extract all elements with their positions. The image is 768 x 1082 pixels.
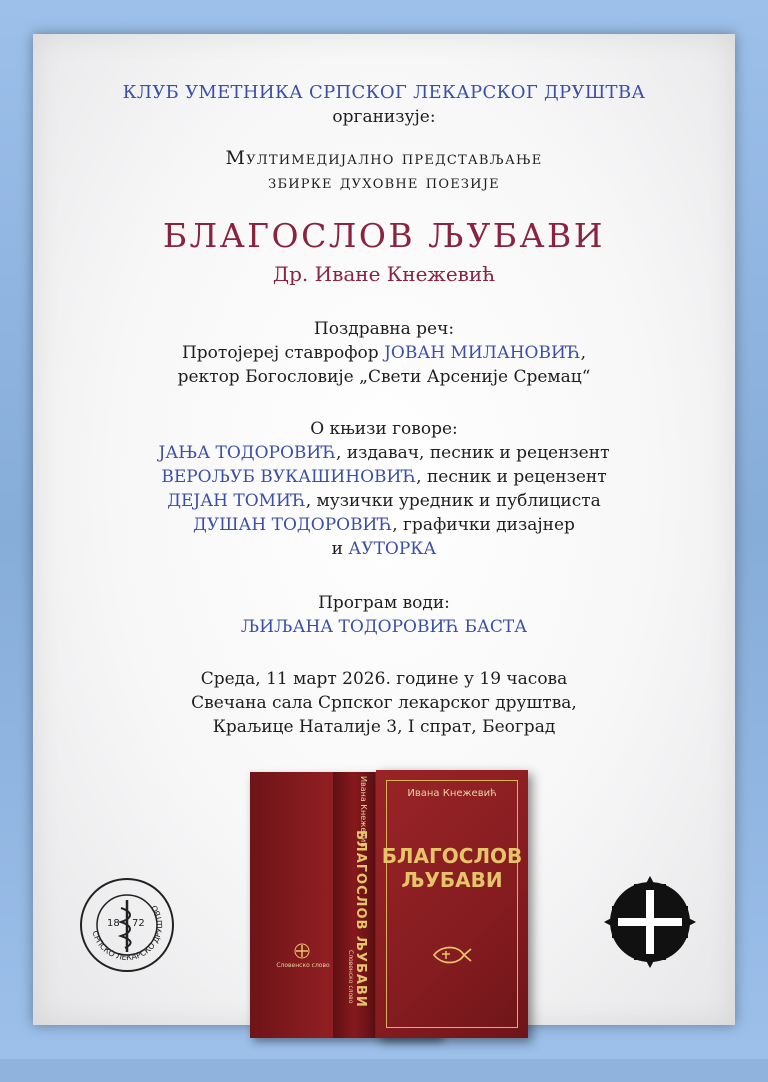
cover-title-line-2: ЉУБАВИ: [401, 868, 503, 892]
speaker-line: [0, 538, 768, 561]
author-name: Др. Иване Кнежевић: [272, 262, 496, 286]
speaker-line: [0, 514, 768, 537]
seal-text: СРПСКО ЛЕКАРСКО ДРУШТВО: [90, 903, 165, 963]
greeting-speaker-name: ЈОВАН МИЛАНОВИЋ: [384, 343, 581, 363]
speaker-name: ДЕЈАН ТОМИЋ: [167, 491, 306, 511]
seal-year-end: 72: [132, 918, 145, 929]
event-address: Краљице Наталије 3, I спрат, Београд: [212, 717, 556, 737]
event-line-2: збирке духовне поезије: [268, 171, 500, 193]
speaker-role: , издавач, песник и рецензент: [336, 443, 610, 463]
greeting-line-2: ректор Богословије „Свети Арсеније Сремац“: [177, 367, 591, 387]
host-name: ЉИЉАНА ТОДОРОВИЋ БАСТА: [240, 617, 528, 637]
greeting-line-1: [0, 342, 768, 365]
spine-author: Ивана Кнежевић: [359, 776, 368, 848]
publisher-name: Словенско слово: [276, 962, 330, 969]
book-title: БЛАГОСЛОВ ЉУБАВИ: [162, 216, 606, 255]
event-line-1: Мултимедијално представљање: [225, 147, 543, 169]
speaker-role: , графички дизајнер: [392, 515, 575, 535]
medical-society-seal-icon: [78, 876, 176, 974]
publisher-cross-icon: [293, 942, 311, 960]
speaker-name: ВЕРОЉУБ ВУКАШИНОВИЋ: [161, 467, 417, 487]
speaker-line: [0, 442, 768, 465]
club-name: КЛУБ УМЕТНИКА СРПСКОГ ЛЕКАРСКОГ ДРУШТВА: [122, 82, 646, 103]
speaker-prefix: и: [331, 539, 349, 559]
cover-author: Ивана Кнежевић: [407, 788, 497, 799]
greeting-heading: Поздравна реч:: [313, 319, 455, 339]
host-heading: Програм води:: [318, 593, 450, 613]
ichthys-fish-icon: [432, 946, 472, 964]
speaker-name: ДУШАН ТОДОРОВИЋ: [193, 515, 393, 535]
cover-title-line-1: БЛАГОСЛОВ: [381, 844, 523, 868]
organizes-text: организује:: [332, 107, 436, 127]
greeting-comma: ,: [580, 343, 587, 363]
event-date: Среда, 11 март 2026. године у 19 часова: [200, 669, 568, 689]
speaker-role: , песник и рецензент: [416, 467, 607, 487]
orthodox-cross-icon: [604, 876, 696, 968]
seal-year-start: 18: [107, 918, 120, 929]
spine-title: БЛАГОСЛОВ ЉУБАВИ: [353, 830, 368, 1008]
event-venue: Свечана сала Српског лекарског друштва,: [191, 693, 577, 713]
speaker-role: , музички уредник и публициста: [305, 491, 601, 511]
speaker-name: ЈАЊА ТОДОРОВИЋ: [158, 443, 337, 463]
book-front-cover: [376, 770, 528, 1038]
spine-publisher: Словенско слово: [347, 950, 354, 1004]
greeting-title: Протојереј ставрофор: [181, 343, 385, 363]
speakers-heading: О књизи говоре:: [310, 419, 458, 439]
speaker-line: [0, 466, 768, 489]
cover-border: [386, 780, 518, 1028]
speaker-line: [0, 490, 768, 513]
speaker-name: АУТОРКА: [348, 539, 437, 559]
